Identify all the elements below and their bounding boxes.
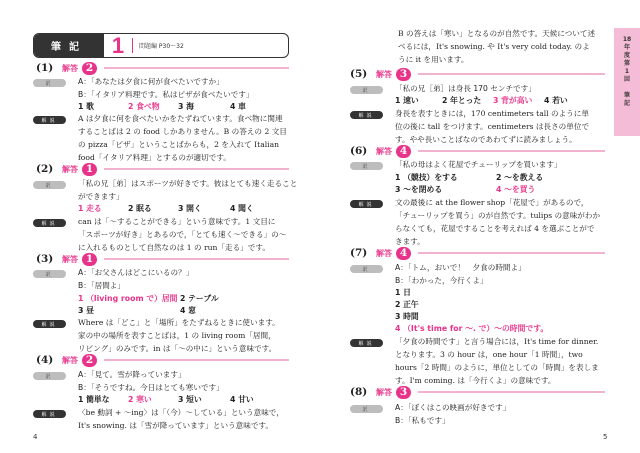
choice-1-correct: 1 （living room で）居間 (78, 294, 178, 303)
translation-line: B：「私もです」 (395, 416, 450, 425)
divider (418, 150, 605, 153)
divider (418, 73, 605, 76)
explanation-line: うに it を用います。 (398, 55, 469, 64)
answer-label: 解答 (376, 69, 392, 79)
side-tab-text: 第 (623, 60, 630, 67)
question-number: (5) (350, 68, 368, 80)
translation-line: ができます」 (78, 192, 124, 201)
side-tab-text: 年 (623, 44, 630, 51)
answer-label: 解答 (376, 387, 392, 397)
translation-line: A：「トム，おいで！ 夕食の時間よ」 (395, 263, 526, 272)
translation-line: A：「お父さんはどこにいるの？」 (78, 268, 194, 277)
choice-1-correct: 1 走る (78, 204, 102, 213)
choice-3: 3 海 (178, 102, 194, 111)
question-5-header (350, 67, 605, 81)
explanation-line: らなくても，花屋ですることを考えれば 4 を選ぶことがで (395, 224, 595, 233)
translation-line: B：「居間よ」 (78, 281, 125, 290)
answer-badge: 3 (396, 68, 411, 81)
explanation-line: することばは 2 の food しかありません。B の答えの 2 文目 (78, 127, 287, 136)
choice-1: 1 簡単な (78, 395, 110, 404)
choice-3: 3 〜を閉める (395, 185, 443, 194)
translation-line: A：「あなたは夕食に何が食べたいですか」 (78, 77, 224, 86)
divider (104, 168, 289, 171)
choice-3: 3 時間 (395, 312, 419, 321)
translation-tag: 訳 (350, 162, 383, 170)
explanation-line: 「スポーツが好き」とあるので，「とても速く〜できる」の〜 (78, 230, 287, 239)
choice-4: 4 若い (544, 96, 568, 105)
explanation-tag: 解説 (350, 200, 383, 208)
explanation-line: べるには，It's snowing. や It's very cold today. のよ (398, 42, 590, 51)
explanation-line: hours「2 時間」のように，単位としての「時間」を表しま (395, 363, 599, 372)
choice-1: 1 速い (395, 96, 419, 105)
question-number: (7) (350, 247, 368, 259)
section-label: 筆記 (34, 34, 104, 57)
page-number-left: 4 (33, 433, 38, 441)
explanation-line: す。やや長いことばなのであわてずに読みましょう。 (395, 135, 577, 144)
choice-1: 1 歌 (78, 102, 94, 111)
reference-text: 問題編 P30〜32 (139, 43, 184, 50)
explanation-line: 家の中の場所を表すことばは，1 の living room「居間， (78, 331, 276, 340)
choice-3: 3 短い (178, 395, 202, 404)
side-tab-text: 1 (624, 68, 630, 75)
choice-2: 2 正午 (395, 300, 419, 309)
question-4-header (36, 353, 289, 367)
question-number: (3) (36, 253, 54, 265)
translation-tag: 訳 (350, 405, 383, 413)
answer-badge: 4 (396, 247, 411, 260)
explanation-line: に入れるものとして自然なのは 1 の run「走る」です。 (78, 243, 270, 252)
question-number: (8) (350, 386, 368, 398)
answer-badge: 2 (82, 354, 97, 367)
answer-badge: 1 (82, 253, 97, 266)
answer-label: 解答 (62, 164, 78, 174)
explanation-tag: 解説 (350, 339, 383, 347)
answer-label: 解答 (376, 146, 392, 156)
explanation-line: Where は「どこ」と「場所」をたずねるときに使います。 (78, 318, 280, 327)
answer-badge: 3 (396, 386, 411, 399)
choice-3: 3 昼 (78, 306, 94, 315)
divider (418, 252, 605, 255)
section-side-tab (614, 28, 640, 136)
section-number: 1 (111, 33, 125, 58)
answer-label: 解答 (62, 355, 78, 365)
explanation-line: きます。 (395, 237, 425, 246)
side-tab-text: 度 (623, 52, 630, 59)
explanation-tag: 解説 (33, 219, 66, 227)
explanation-tag: 解説 (33, 320, 66, 328)
translation-line: B：「イタリア料理です。私はピザが食べたいです」 (78, 90, 254, 99)
choice-1: 1 （競技）をする (395, 173, 458, 182)
question-1-header (36, 61, 289, 75)
choice-2: 2 〜を教える (496, 173, 544, 182)
answer-label: 解答 (62, 63, 78, 73)
explanation-tag: 解説 (33, 410, 66, 418)
answer-badge: 2 (82, 62, 97, 75)
explanation-line: can は「〜することができる」という意味です。1 文目に (78, 217, 276, 226)
question-number: (6) (350, 145, 368, 157)
translation-tag: 訳 (33, 270, 66, 278)
section-header (33, 33, 289, 58)
explanation-line: 「チューリップを買う」のが自然です。tulips の意味がわか (395, 211, 601, 220)
explanation-line: の pizza「ピザ」ということばからも，2 を入れて Italian (78, 140, 280, 149)
translation-tag: 訳 (33, 79, 66, 87)
header-divider (132, 38, 133, 53)
divider (104, 67, 289, 70)
side-tab-text: 筆 (623, 92, 630, 99)
translation-tag: 訳 (350, 265, 383, 273)
question-number: (1) (36, 62, 54, 74)
translation-tag: 訳 (33, 372, 66, 380)
translation-line: 「私の兄［弟］は身長 170 センチです」 (395, 84, 536, 93)
question-7-header (350, 246, 605, 260)
side-tab-spacer (614, 84, 640, 92)
choice-1: 1 日 (395, 288, 411, 297)
choice-2-correct: 2 寒い (128, 395, 152, 404)
explanation-line: It's snowing. は「雪が降っています」という意味です。 (78, 421, 273, 430)
choice-3: 3 開く (178, 204, 202, 213)
explanation-line: 位の後に tall をつけます。centimeters は長さの単位で (395, 122, 590, 131)
explanation-tag: 解説 (350, 111, 383, 119)
page-number-right: 5 (603, 433, 608, 441)
right-page (320, 0, 640, 453)
choice-4: 4 車 (230, 102, 246, 111)
choice-2: 2 年とった (442, 96, 482, 105)
answer-label: 解答 (376, 248, 392, 258)
explanation-line: B の答えは「寒い」となるのが自然です。天候について述 (398, 29, 596, 38)
answer-label: 解答 (62, 254, 78, 264)
question-number: (2) (36, 163, 54, 175)
translation-line: 「私の母はよく花屋でチューリップを買います」 (395, 160, 562, 169)
explanation-line: す。I'm coming. は「今行くよ」の意味です。 (395, 376, 556, 385)
translation-tag: 訳 (350, 86, 383, 94)
explanation-tag: 解説 (33, 116, 66, 124)
explanation-line: food「イタリア料理」とするのが適切です。 (78, 153, 231, 162)
choice-2-correct: 2 食べ物 (128, 102, 160, 111)
choice-3-correct: 3 背が高い (493, 96, 533, 105)
translation-line: A：「ぼくはこの映画が好きです」 (395, 403, 511, 412)
question-number: (4) (36, 354, 54, 366)
side-tab-text: 回 (623, 76, 630, 83)
translation-line: A：「見て。雪が降っています」 (78, 370, 186, 379)
explanation-line: リビング」のみです。in は「〜の中に」という意味です。 (78, 344, 277, 353)
divider (104, 359, 289, 362)
choice-2: 2 眠る (128, 204, 152, 213)
divider (104, 258, 289, 261)
choice-4-correct: 4 〜を買う (496, 185, 536, 194)
explanation-line: となります。3 の hour は，one hour「1 時間」，two (395, 350, 583, 359)
choice-4: 4 窓 (180, 306, 196, 315)
answer-badge: 1 (82, 163, 97, 176)
explanation-line: A は夕食に何を食べたいかをたずねています。食べ物に関連 (78, 114, 283, 123)
question-8-header (350, 385, 605, 399)
explanation-line: 身長を表すときには，170 centimeters tall のように単 (395, 109, 589, 118)
translation-line: B：「わかった，今行くよ」 (395, 276, 488, 285)
question-3-header (36, 252, 289, 266)
side-tab-text: 記 (623, 100, 630, 107)
translation-line: B：「そうですね。今日はとても寒いです」 (78, 383, 224, 392)
divider (418, 391, 605, 394)
explanation-line: 「夕食の時間です」と言う場合には，It's time for dinner. (395, 337, 599, 346)
translation-line: 「私の兄［弟］はスポーツが好きです。彼はとても速く走ること (78, 179, 298, 188)
side-tab-text: 18 (622, 36, 632, 43)
choice-2: 2 テーブル (180, 294, 219, 303)
question-6-header (350, 144, 605, 158)
choice-4: 4 甘い (230, 395, 254, 404)
explanation-line: 〈be 動詞 + 〜ing〉は「（今）〜している」という意味で， (78, 408, 284, 417)
translation-tag: 訳 (33, 181, 66, 189)
choice-4: 4 聞く (230, 204, 254, 213)
explanation-line: 文の最後に at the flower shop「花屋で」があるので， (395, 198, 589, 207)
answer-badge: 4 (396, 145, 411, 158)
choice-4-correct: 4 （It's time for 〜. で）〜の時間です。 (395, 324, 549, 333)
question-2-header (36, 162, 289, 176)
